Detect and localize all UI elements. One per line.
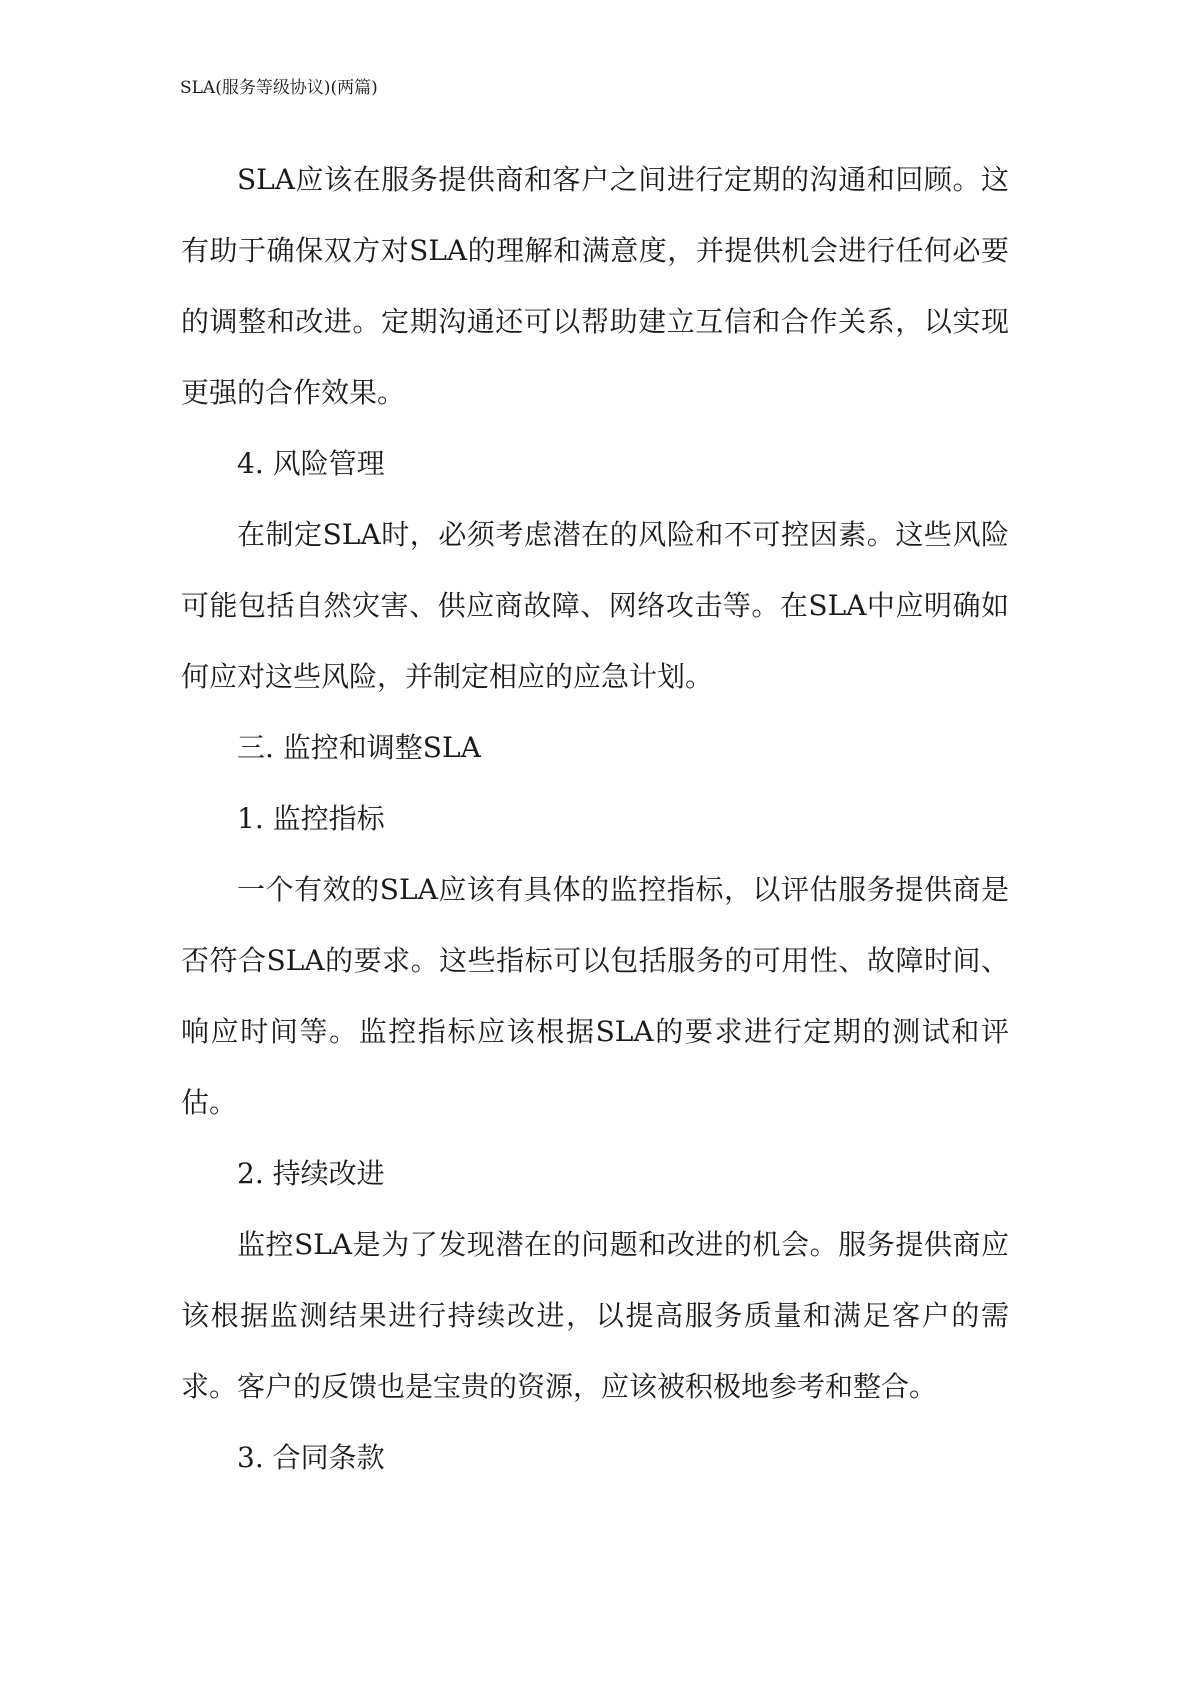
paragraph-regular-review: SLA应该在服务提供商和客户之间进行定期的沟通和回顾。这有助于确保双方对SLA的理解和满意度，并提供机会进行任何必要的调整和改进。定期沟通还可以帮助建立互信和合作关系，以实现更强的合作效果。 [181, 163, 1009, 409]
paragraph-improvement: 监控SLA是为了发现潜在的问题和改进的机会。服务提供商应该根据监测结果进行持续改进，以提高服务质量和满足客户的需求。客户的反馈也是宝贵的资源，应该被积极地参考和整合。 [181, 1228, 1009, 1403]
heading-continuous-improvement: 2. 持续改进 [237, 1157, 385, 1190]
paragraph-metrics: 一个有效的SLA应该有具体的监控指标，以评估服务提供商是否符合SLA的要求。这些指标可以包括服务的可用性、故障时间、响应时间等。监控指标应该根据SLA的要求进行定期的测试和评估。 [181, 873, 1009, 1119]
running-header: SLA(服务等级协议)(两篇) [180, 78, 378, 98]
section-heading-monitor-adjust: 三. 监控和调整SLA [237, 731, 481, 764]
document-body [181, 144, 1009, 1493]
paragraph-risks: 在制定SLA时，必须考虑潜在的风险和不可控因素。这些风险可能包括自然灾害、供应商故障、网络攻击等。在SLA中应明确如何应对这些风险，并制定相应的应急计划。 [181, 518, 1009, 693]
heading-contract-terms: 3. 合同条款 [237, 1441, 385, 1474]
heading-risk-management: 4. 风险管理 [237, 447, 385, 480]
heading-monitoring-metrics: 1. 监控指标 [237, 802, 385, 835]
